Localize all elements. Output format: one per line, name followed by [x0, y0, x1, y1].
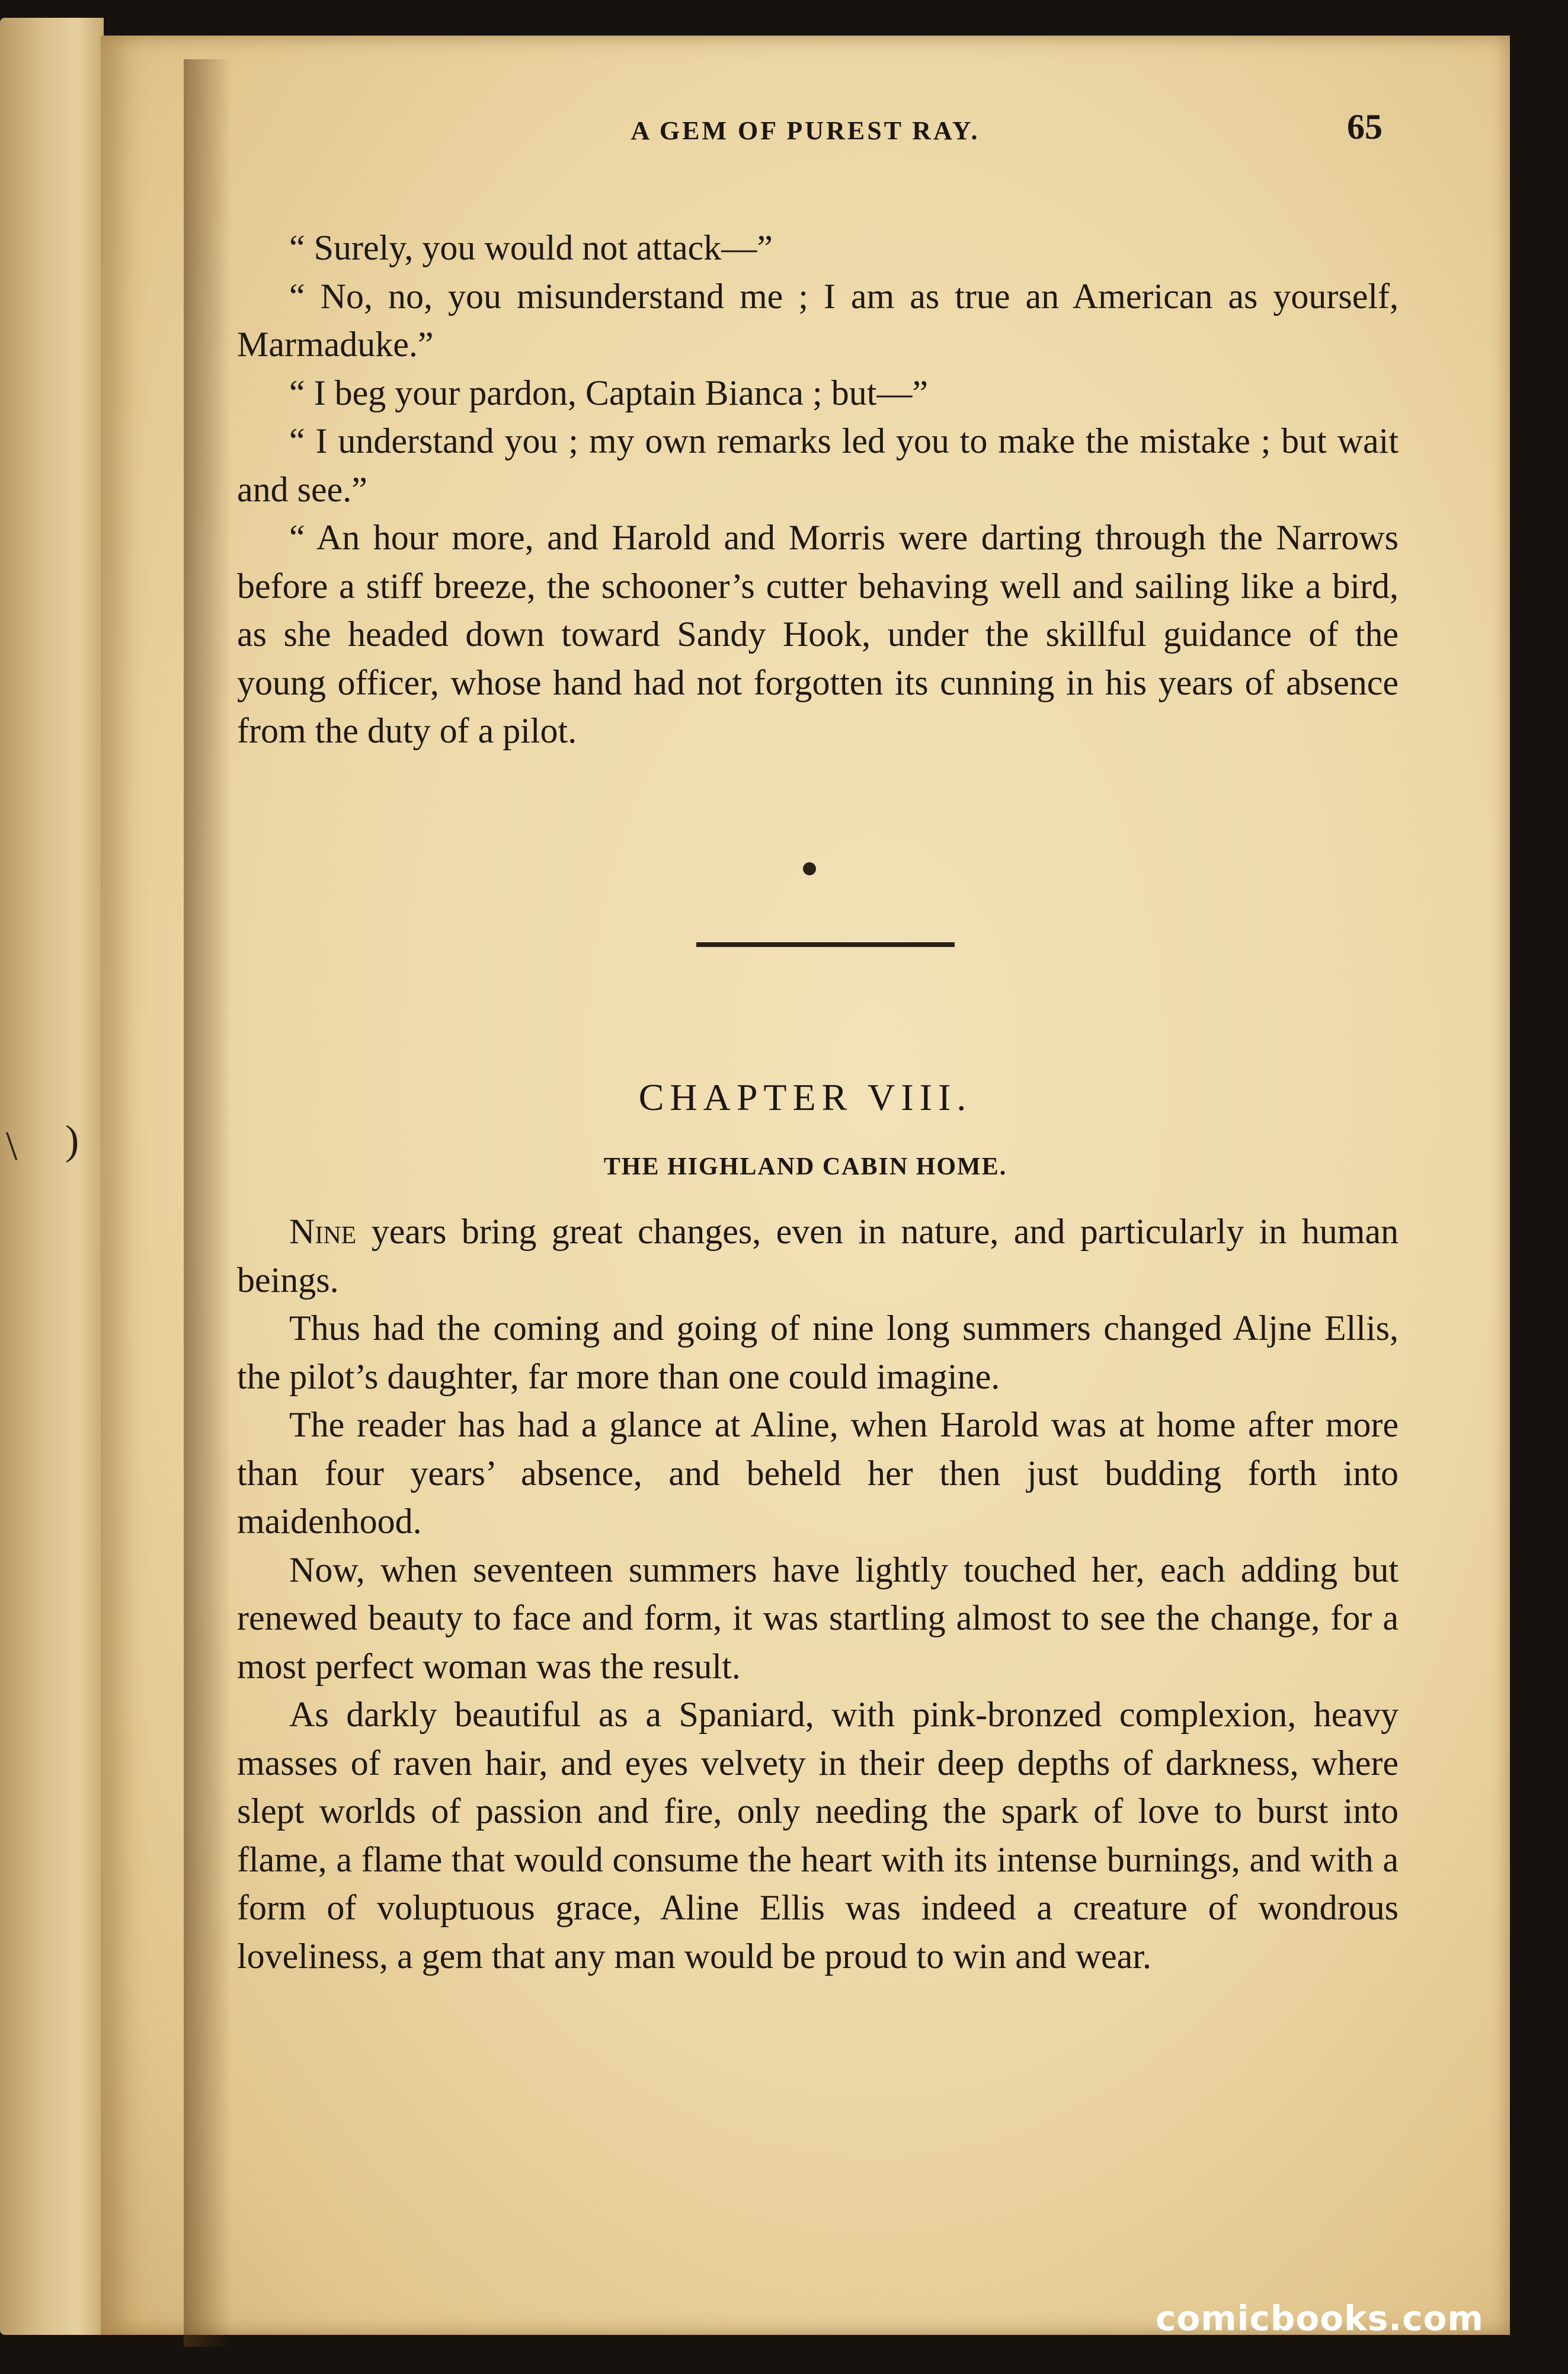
page-number: 65 [1347, 107, 1383, 146]
paragraph: Thus had the coming and going of nine long summers changed Aljne Ellis, the pilot’s daughter, far more than one could imagine. [237, 1308, 1399, 1396]
lead-word: Nine [289, 1212, 357, 1251]
paragraph-text: years bring great changes, even in nature, and particularly in human beings. [237, 1212, 1399, 1300]
paragraph: “ No, no, you misunderstand me ; I am as true an American as yourself, Marmaduke.” [237, 276, 1399, 364]
chapter-subtitle: THE HIGHLAND CABIN HOME. [603, 1153, 1007, 1180]
paragraph: The reader has had a glance at Aline, when Harold was at home after more than four years’ absence, and beheld her then just budding forth into maidenhood. [237, 1405, 1399, 1541]
paragraph: Now, when seventeen summers have lightly touched her, each adding but renewed beauty to face and form, it was startling almost to see the change, for a most perfect woman was the result. [237, 1550, 1399, 1686]
running-head: A GEM OF PUREST RAY. [631, 116, 980, 145]
page-gutter-shadow [184, 59, 231, 2347]
text-block-dialogue [237, 224, 1399, 756]
margin-mark: ) [65, 1118, 79, 1163]
watermark: comicbooks.com [1156, 2298, 1484, 2338]
section-rule [696, 942, 955, 947]
paragraph: “ I understand you ; my own remarks led you to make the mistake ; but wait and see.” [237, 421, 1399, 509]
text-block-chapter [237, 1208, 1399, 1981]
paragraph: As darkly beautiful as a Spaniard, with pink-bronzed complexion, heavy masses of raven hair, and eyes velvety in their deep depths of darkness, where slept worlds of passion and fire, only needing the spark of love to burst into flame, a flame that would consume the heart with its intense burnings, and with a form of voluptuous grace, Aline Ellis was indeed a creature of wondrous loveliness, a gem that any man would be proud to win and wear. [237, 1695, 1399, 1976]
margin-mark: \ [6, 1124, 18, 1169]
paragraph: “ I beg your pardon, Captain Bianca ; but—” [289, 373, 929, 412]
chapter-title: CHAPTER VIII. [638, 1076, 972, 1118]
book-page [101, 36, 1510, 2335]
paragraph [237, 1208, 1399, 1304]
facing-page-edge [0, 18, 104, 2335]
ornament-dot [803, 862, 816, 875]
paragraph: “ Surely, you would not attack—” [289, 228, 773, 267]
paragraph: “ An hour more, and Harold and Morris were darting through the Narrows before a stiff breeze, the schooner’s cutter behaving well and sailing like a bird, as she headed down toward Sandy Hook, under the skillful guidance of the young officer, whose hand had not forgotten its cunning in his years of absence from the duty of a pilot. [237, 518, 1399, 750]
